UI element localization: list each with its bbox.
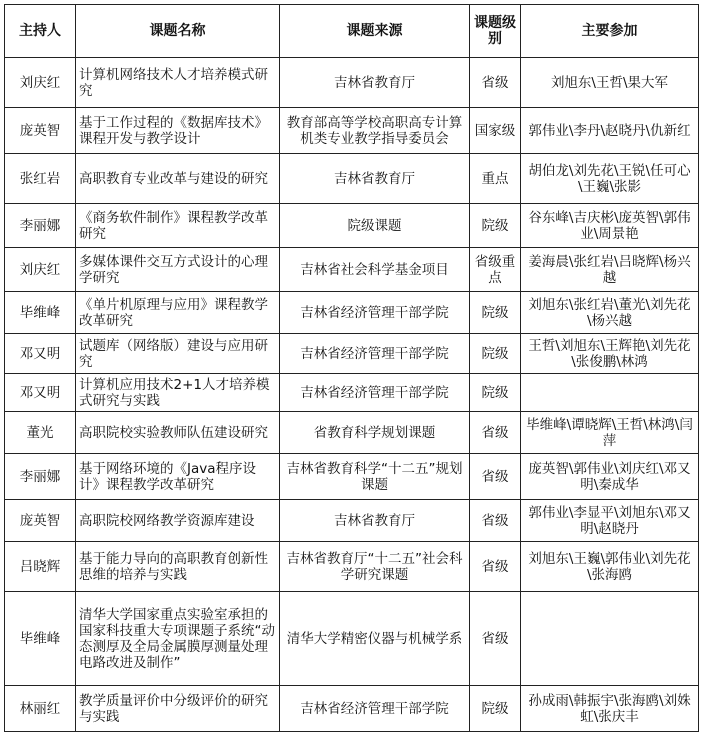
cell-members (521, 108, 699, 154)
cell-members-text: 毕维峰\谭晓辉\王哲\林鸿\闫萍 (526, 416, 693, 449)
cell-name (76, 686, 280, 732)
cell-name-text: 《商务软件制作》课程教学改革研究 (79, 209, 268, 242)
cell-host (5, 686, 76, 732)
cell-members-text: 谷东峰\吉庆彬\庞英智\郭伟业\周景艳 (528, 209, 691, 242)
cell-members-text: 刘旭东\王巍\郭伟业\刘先花\张海鸥 (528, 550, 691, 583)
cell-level (470, 108, 521, 154)
cell-host (5, 292, 76, 334)
cell-host-text: 刘庆红 (19, 261, 61, 278)
cell-level-text: 院级 (481, 345, 509, 362)
cell-source-text: 吉林省教育科学“十二五”规划课题 (286, 460, 463, 493)
cell-members-text: 孙成雨\韩振宇\张海鸥\刘姝虹\张庆丰 (528, 692, 691, 725)
cell-members (521, 204, 699, 248)
cell-level-text: 省级 (481, 424, 509, 441)
cell-members (521, 542, 699, 592)
cell-host (5, 500, 76, 542)
table-row (5, 204, 699, 248)
cell-members-text: 刘旭东\王哲\果大军 (550, 74, 669, 91)
cell-source (280, 334, 470, 374)
table-row (5, 454, 699, 500)
cell-name (76, 374, 280, 412)
cell-members-text: 郭伟业\李丹\赵晓丹\仇新红 (528, 122, 691, 139)
cell-name (76, 500, 280, 542)
cell-name-text: 高职教育专业改革与建设的研究 (79, 170, 268, 187)
table-row (5, 292, 699, 334)
cell-members-text: 庞英智\郭伟业\刘庆红\邓又明\秦成华 (528, 460, 691, 493)
cell-host (5, 204, 76, 248)
cell-source-text: 吉林省经济管理干部学院 (300, 345, 449, 362)
cell-members-text: 刘旭东\张红岩\董光\刘先花\杨兴越 (528, 296, 691, 329)
cell-host-text: 刘庆红 (19, 74, 61, 91)
cell-level (470, 374, 521, 412)
cell-host (5, 592, 76, 686)
cell-source (280, 500, 470, 542)
cell-level (470, 154, 521, 204)
table-row (5, 58, 699, 108)
cell-host-text: 邓又明 (19, 384, 61, 401)
cell-members-text: 胡伯龙\刘先花\王锐\任可心\王巍\张影 (528, 162, 691, 195)
cell-members-text: 王哲\刘旭东\王辉艳\刘先花\张俊鹏\林鸿 (528, 337, 691, 370)
table-row (5, 248, 699, 292)
table-row (5, 592, 699, 686)
cell-host-text: 李丽娜 (19, 468, 61, 485)
cell-host (5, 374, 76, 412)
cell-members-text: 姜海晨\张红岩\吕晓辉\杨兴越 (528, 253, 691, 286)
table-row (5, 374, 699, 412)
cell-members (521, 154, 699, 204)
header-members: 主要参加 (521, 5, 699, 58)
cell-members (521, 686, 699, 732)
table-row (5, 500, 699, 542)
cell-name-text: 基于能力导向的高职教育创新性思维的培养与实践 (79, 550, 268, 583)
cell-source-text: 教育部高等学校高职高专计算机类专业教学指导委员会 (286, 114, 463, 147)
cell-source (280, 592, 470, 686)
cell-host (5, 412, 76, 454)
cell-source (280, 154, 470, 204)
cell-name (76, 204, 280, 248)
cell-name-text: 计算机网络技术人才培养模式研究 (79, 66, 268, 99)
table-row (5, 412, 699, 454)
cell-source-text: 吉林省社会科学基金项目 (300, 261, 449, 278)
cell-members (521, 592, 699, 686)
cell-source (280, 58, 470, 108)
cell-name-text: 计算机应用技术2+1人才培养模式研究与实践 (79, 376, 270, 409)
cell-members-text: 郭伟业\李显平\刘旭东\邓又明\赵晓丹 (528, 504, 691, 537)
cell-source (280, 108, 470, 154)
cell-host (5, 248, 76, 292)
cell-members (521, 58, 699, 108)
cell-name (76, 542, 280, 592)
cell-level (470, 334, 521, 374)
cell-host (5, 334, 76, 374)
cell-level (470, 292, 521, 334)
cell-host-text: 林丽红 (19, 700, 61, 717)
cell-name-text: 高职院校网络教学资源库建设 (79, 512, 255, 529)
header-row (5, 5, 699, 58)
cell-host (5, 154, 76, 204)
cell-source (280, 374, 470, 412)
cell-source-text: 清华大学精密仪器与机械学系 (286, 630, 463, 647)
cell-name (76, 334, 280, 374)
cell-members (521, 334, 699, 374)
cell-name-text: 《单片机原理与应用》课程教学改革研究 (79, 296, 268, 329)
cell-level (470, 248, 521, 292)
cell-level-text: 省级重点 (474, 253, 516, 286)
cell-level (470, 542, 521, 592)
cell-host-text: 邓又明 (19, 345, 61, 362)
cell-level (470, 592, 521, 686)
cell-source (280, 686, 470, 732)
project-table (4, 4, 699, 732)
cell-level (470, 454, 521, 500)
cell-level (470, 204, 521, 248)
header-level: 课题级别 (470, 5, 521, 58)
table-row (5, 334, 699, 374)
cell-source (280, 542, 470, 592)
cell-name (76, 58, 280, 108)
cell-name-text: 试题库（网络版）建设与应用研究 (79, 337, 268, 370)
cell-level-text: 院级 (481, 384, 509, 401)
header-source: 课题来源 (280, 5, 470, 58)
cell-host-text: 庞英智 (19, 122, 61, 139)
cell-host-text: 毕维峰 (19, 630, 61, 647)
cell-level (470, 686, 521, 732)
cell-members (521, 500, 699, 542)
cell-level-text: 省级 (481, 512, 509, 529)
cell-members (521, 292, 699, 334)
cell-level-text: 院级 (481, 700, 509, 717)
table-row (5, 108, 699, 154)
cell-source-text: 吉林省教育厅 (334, 512, 415, 529)
cell-name (76, 292, 280, 334)
cell-source (280, 204, 470, 248)
cell-level-text: 院级 (481, 217, 509, 234)
cell-level-text: 院级 (481, 304, 509, 321)
cell-source-text: 吉林省经济管理干部学院 (300, 700, 449, 717)
cell-host (5, 108, 76, 154)
cell-name (76, 108, 280, 154)
cell-source-text: 吉林省经济管理干部学院 (300, 384, 449, 401)
cell-name (76, 248, 280, 292)
cell-level (470, 412, 521, 454)
header-name: 课题名称 (76, 5, 280, 58)
cell-level (470, 58, 521, 108)
cell-host-text: 张红岩 (19, 170, 61, 187)
cell-name (76, 592, 280, 686)
cell-level-text: 重点 (481, 170, 509, 187)
cell-level-text: 省级 (481, 74, 509, 91)
cell-source (280, 292, 470, 334)
cell-source-text: 吉林省教育厅“十二五”社会科学研究课题 (286, 550, 463, 583)
cell-source-text: 省教育科学规划课题 (313, 424, 436, 441)
cell-name-text: 多媒体课件交互方式设计的心理学研究 (79, 253, 268, 286)
cell-level-text: 国家级 (474, 122, 516, 139)
cell-name-text: 基于网络环境的《Java程序设计》课程教学改革研究 (79, 460, 257, 493)
cell-source-text: 院级课题 (347, 217, 402, 234)
cell-host-text: 吕晓辉 (19, 558, 61, 575)
cell-host (5, 454, 76, 500)
table-row (5, 542, 699, 592)
cell-source-text: 吉林省教育厅 (334, 170, 415, 187)
cell-name-text: 教学质量评价中分级评价的研究与实践 (79, 692, 268, 725)
cell-level-text: 省级 (481, 630, 509, 647)
cell-source (280, 454, 470, 500)
cell-members (521, 374, 699, 412)
cell-name (76, 412, 280, 454)
table-row (5, 686, 699, 732)
cell-source (280, 248, 470, 292)
cell-level (470, 500, 521, 542)
cell-members (521, 454, 699, 500)
cell-source-text: 吉林省教育厅 (334, 74, 415, 91)
cell-level-text: 省级 (481, 468, 509, 485)
cell-host-text: 毕维峰 (19, 304, 61, 321)
cell-name (76, 154, 280, 204)
table-row (5, 154, 699, 204)
cell-host (5, 58, 76, 108)
cell-host-text: 李丽娜 (19, 217, 61, 234)
cell-members (521, 412, 699, 454)
cell-source-text: 吉林省经济管理干部学院 (300, 304, 449, 321)
cell-level-text: 省级 (481, 558, 509, 575)
cell-source (280, 412, 470, 454)
header-host: 主持人 (5, 5, 76, 58)
cell-host-text: 董光 (26, 424, 54, 441)
cell-name-text: 高职院校实验教师队伍建设研究 (79, 424, 268, 441)
cell-host (5, 542, 76, 592)
cell-host-text: 庞英智 (19, 512, 61, 529)
cell-name-text: 基于工作过程的《数据库技术》课程开发与教学设计 (79, 114, 268, 147)
cell-name (76, 454, 280, 500)
cell-name-text: 清华大学国家重点实验室承担的国家科技重大专项课题子系统“动态测厚及全局金属膜厚测量处理电路改进及制作” (79, 606, 275, 671)
cell-members (521, 248, 699, 292)
